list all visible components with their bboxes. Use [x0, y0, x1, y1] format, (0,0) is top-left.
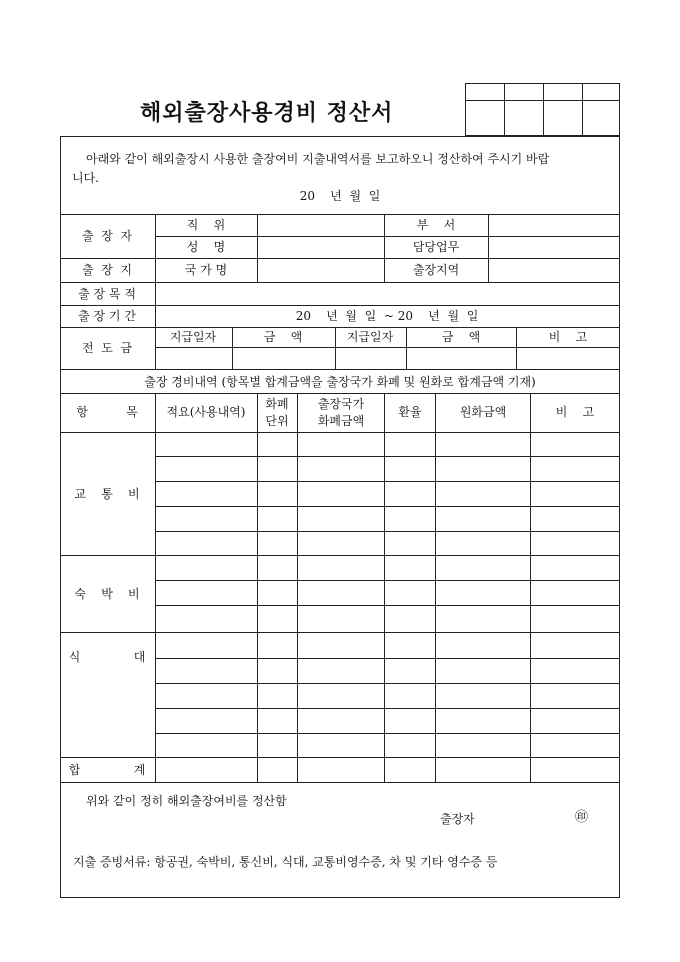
seal-icon[interactable]: ㊞ — [575, 810, 589, 825]
purpose-label: 출 장 목 적 — [78, 287, 136, 301]
rule — [60, 327, 620, 328]
col-currency: 화폐 — [265, 397, 289, 411]
total-label: 합 계 — [68, 763, 146, 777]
advance-label: 전 도 금 — [81, 341, 133, 355]
category-transport: 교 통 비 — [74, 487, 140, 501]
rule — [297, 393, 298, 782]
name-label: 성 명 — [186, 240, 226, 254]
rule — [516, 327, 517, 369]
settlement-statement: 위와 같이 정히 해외출장여비를 정산함 — [86, 794, 287, 808]
form-title: 해외출장사용경비 정산서 — [140, 100, 394, 126]
approval-header-cell — [544, 84, 583, 101]
rule — [155, 531, 620, 532]
country-label: 국 가 명 — [184, 263, 228, 277]
intro-text: 니다. — [72, 171, 99, 185]
approval-sign-cell[interactable] — [505, 101, 544, 136]
approval-sign-cell[interactable] — [466, 101, 505, 136]
rule — [384, 214, 385, 282]
col-currency: 단위 — [265, 414, 289, 428]
rule — [60, 282, 620, 283]
signer-label: 출장자 — [440, 812, 475, 826]
approval-sign-cell[interactable] — [544, 101, 583, 136]
rule — [60, 555, 620, 556]
col-rate: 환율 — [398, 405, 422, 419]
col-note: 비 고 — [555, 405, 595, 419]
rule — [60, 782, 620, 783]
form-frame — [60, 136, 620, 898]
rule — [155, 733, 620, 734]
col-krw: 원화금액 — [459, 405, 507, 419]
approval-header-cell — [466, 84, 505, 101]
rule — [155, 236, 620, 237]
rule — [155, 393, 156, 782]
department-label: 부 서 — [416, 218, 456, 232]
rule — [155, 605, 620, 606]
rule — [335, 327, 336, 369]
advance-col-date: 지급일자 — [346, 330, 394, 344]
rule — [530, 393, 531, 782]
col-local-amount: 화폐금액 — [317, 414, 365, 428]
rule — [257, 393, 258, 782]
rule — [406, 327, 407, 369]
rule — [155, 708, 620, 709]
rule — [488, 214, 489, 282]
col-description: 적요(사용내역) — [166, 405, 246, 419]
report-date[interactable]: 20 년 월 일 — [299, 189, 381, 203]
approval-header-cell — [505, 84, 544, 101]
col-local-amount: 출장국가 — [317, 397, 365, 411]
approval-box — [465, 83, 620, 136]
advance-col-amount: 금 액 — [263, 330, 303, 344]
advance-col-amount: 금 액 — [441, 330, 481, 344]
category-meal: 식 대 — [68, 650, 146, 664]
rule — [60, 393, 620, 394]
col-item: 항 목 — [76, 405, 138, 419]
rule — [155, 456, 620, 457]
rule — [60, 369, 620, 370]
rule — [155, 506, 620, 507]
category-lodging: 숙 박 비 — [74, 587, 140, 601]
traveler-label: 출 장 자 — [81, 229, 133, 243]
approval-header-cell — [583, 84, 620, 101]
advance-col-note: 비 고 — [548, 330, 588, 344]
period-value[interactable]: 20 년 월 일 ~ 20 년 월 일 — [295, 309, 479, 323]
rule — [60, 757, 620, 758]
rule — [60, 258, 620, 259]
rule — [257, 214, 258, 282]
region-label: 출장지역 — [412, 263, 460, 277]
rule — [155, 580, 620, 581]
rule — [60, 432, 620, 433]
approval-sign-cell[interactable] — [583, 101, 620, 136]
rule — [60, 214, 620, 215]
duty-label: 담당업무 — [412, 240, 460, 254]
rule — [155, 214, 156, 369]
rule — [155, 347, 620, 348]
position-label: 직 위 — [186, 218, 226, 232]
rule — [155, 658, 620, 659]
rule — [60, 305, 620, 306]
rule — [435, 393, 436, 782]
period-label: 출 장 기 간 — [78, 309, 136, 323]
destination-label: 출 장 지 — [81, 263, 133, 277]
intro-text: 아래와 같이 해외출장시 사용한 출장여비 지출내역서를 보고하오니 정산하여 주시기 바랍 — [86, 152, 550, 166]
expense-heading: 출장 경비내역 (항목별 합계금액을 출장국가 화폐 및 원화로 합계금액 기재) — [144, 375, 536, 389]
advance-col-date: 지급일자 — [169, 330, 217, 344]
rule — [155, 481, 620, 482]
rule — [232, 327, 233, 369]
rule — [155, 683, 620, 684]
rule — [60, 632, 620, 633]
evidence-note: 지출 증빙서류: 항공권, 숙박비, 통신비, 식대, 교통비영수증, 차 및 기타 영수증 등 — [73, 855, 498, 869]
rule — [384, 393, 385, 782]
